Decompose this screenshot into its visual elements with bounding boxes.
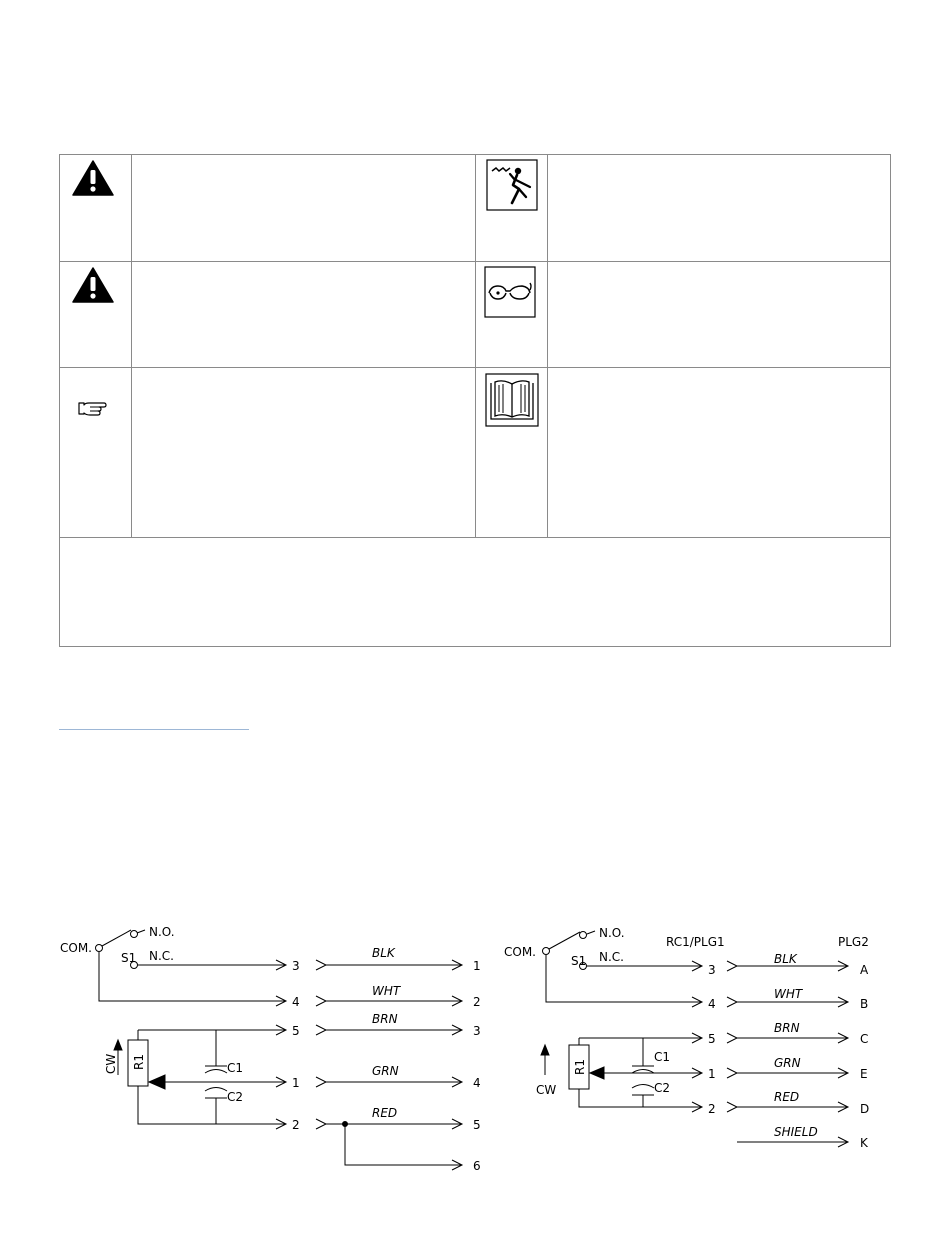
right-pin-in-label: 3: [708, 963, 716, 977]
table-column-divider: [547, 155, 548, 537]
table-row-divider: [60, 367, 891, 368]
right-pin-out-label: E: [860, 1067, 868, 1081]
left-cw-label: CW: [104, 1053, 118, 1074]
left-wire-label: BLK: [372, 946, 395, 960]
left-pin-in-label: 5: [292, 1024, 300, 1038]
right-cw-label: CW: [536, 1083, 557, 1097]
left-pot-ref-label: R1: [132, 1054, 146, 1070]
read-manual-icon: [485, 373, 539, 427]
right-wire-label: BLK: [774, 952, 797, 966]
electric-shock-icon: [486, 159, 538, 211]
right-pin-out-label: K: [860, 1136, 868, 1150]
left-pin-out-label: 4: [473, 1076, 481, 1090]
right-wire-label: RED: [774, 1090, 800, 1104]
right-wire-label: SHIELD: [774, 1125, 818, 1139]
table-column-divider: [475, 155, 476, 537]
right-pin-out-label: C: [860, 1032, 869, 1046]
right-switch-ref-label: S1: [571, 954, 587, 968]
left-wire-label: GRN: [372, 1064, 399, 1078]
right-pin-in-label: 2: [708, 1102, 716, 1116]
right-wire-label: GRN: [774, 1056, 801, 1070]
left-pin-out-label: 2: [473, 995, 481, 1009]
right-wire-label: WHT: [774, 987, 803, 1001]
right-pin-in-label: 5: [708, 1032, 716, 1046]
safety-glasses-icon: [484, 266, 536, 318]
warning-triangle-icon: [72, 267, 114, 303]
right-switch-com-label: COM.: [504, 945, 536, 959]
pointing-hand-icon: [77, 399, 107, 417]
left-c2-label: C2: [227, 1090, 244, 1104]
right-switch-nc-label: N.C.: [599, 950, 624, 964]
left-pin-in-label: 2: [292, 1118, 300, 1132]
table-column-divider: [131, 155, 132, 537]
left-pin-in-label: 4: [292, 995, 300, 1009]
right-wire-label: BRN: [774, 1021, 800, 1035]
warning-triangle-icon: [72, 160, 114, 196]
left-pin-out-label: 3: [473, 1024, 481, 1038]
left-switch-ref-label: S1: [121, 951, 137, 965]
left-c1-label: C1: [227, 1061, 244, 1075]
table-row-divider: [60, 537, 891, 538]
wiring-schematic: [0, 900, 950, 1200]
right-header-left-label: RC1/PLG1: [666, 935, 725, 949]
left-switch-com-label: COM.: [60, 941, 92, 955]
right-pin-in-label: 1: [708, 1067, 716, 1081]
left-pin-out-label: 6: [473, 1159, 481, 1173]
right-pin-in-label: 4: [708, 997, 716, 1011]
section-link-rule: [59, 729, 249, 730]
table-row-divider: [60, 261, 891, 262]
right-header-right-label: PLG2: [838, 935, 869, 949]
left-wire-label: BRN: [372, 1012, 398, 1026]
right-pot-ref-label: R1: [573, 1059, 587, 1075]
right-pin-out-label: B: [860, 997, 869, 1011]
left-wire-label: WHT: [372, 984, 401, 998]
right-pin-out-label: A: [860, 963, 869, 977]
right-c2-label: C2: [654, 1081, 671, 1095]
left-pin-in-label: 3: [292, 959, 300, 973]
left-switch-no-label: N.O.: [149, 925, 175, 939]
left-wire-label: RED: [372, 1106, 398, 1120]
right-c1-label: C1: [654, 1050, 671, 1064]
left-pin-in-label: 1: [292, 1076, 300, 1090]
left-pin-out-label: 5: [473, 1118, 481, 1132]
left-pin-out-label: 1: [473, 959, 481, 973]
safety-symbol-table: [59, 154, 891, 647]
right-switch-no-label: N.O.: [599, 926, 625, 940]
right-pin-out-label: D: [860, 1102, 870, 1116]
left-switch-nc-label: N.C.: [149, 949, 174, 963]
